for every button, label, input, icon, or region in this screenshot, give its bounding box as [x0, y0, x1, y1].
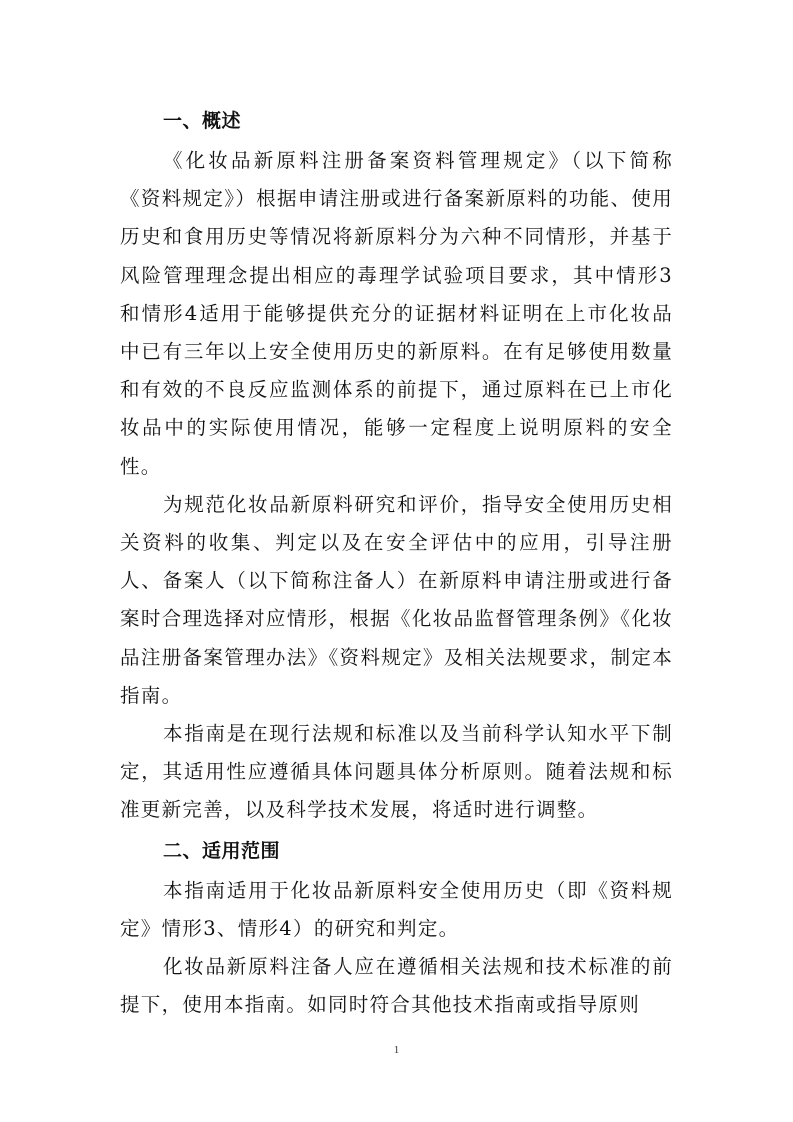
overview-paragraph-2: 为规范化妆品新原料研究和评价，指导安全使用历史相关资料的收集、判定以及在安全评估中的应用，引导注册人、备案人（以下简称注备人）在新原料申请注册或进行备案时合理选择对应情形，根据《化妆品监督管理条例》《化妆品注册备案管理办法》《资料规定》及相关法规要求，制定本指南。: [120, 492, 673, 707]
section-heading-scope: 二、适用范围: [163, 839, 281, 862]
overview-paragraph-3: 本指南是在现行法规和标准以及当前科学认知水平下制定，其适用性应遵循具体问题具体分析原则。随着法规和标准更新完善，以及科学技术发展，将适时进行调整。: [120, 722, 673, 822]
scope-paragraph-1: 本指南适用于化妆品新原料安全使用历史（即《资料规定》情形3、情形4）的研究和判定。: [120, 878, 673, 940]
page-number: 1: [393, 1044, 400, 1056]
overview-paragraph-1: 《化妆品新原料注册备案资料管理规定》（以下简称《资料规定》）根据申请注册或进行备案新原料的功能、使用历史和食用历史等情况将新原料分为六种不同情形，并基于风险管理理念提出相应的毒理学试验项目要求，其中情形3和情形4适用于能够提供充分的证据材料证明在上市化妆品中已有三年以上安全使用历史的新原料。在有足够使用数量和有效的不良反应监测体系的前提下，通过原料在已上市化妆品中的实际使用情况，能够一定程度上说明原料的安全性。: [120, 149, 673, 478]
section-heading-overview: 一、概述: [163, 110, 242, 132]
scope-paragraph-2: 化妆品新原料注备人应在遵循相关法规和技术标准的前提下，使用本指南。如同时符合其他技术指南或指导原则: [120, 955, 673, 1017]
document-page: [120, 100, 673, 1024]
